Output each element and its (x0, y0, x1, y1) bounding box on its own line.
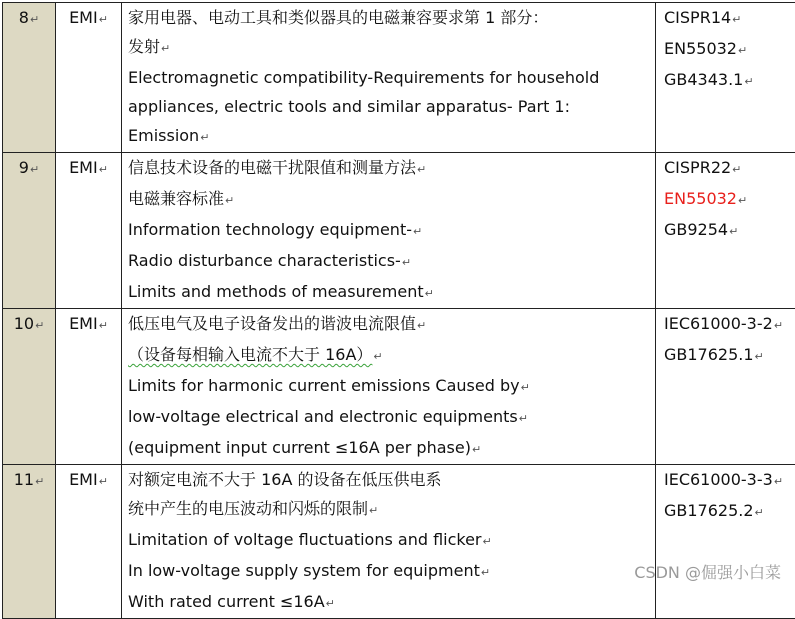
standard-code: EN55032↵ (664, 34, 795, 65)
title-line: 对额定电流不大于 16A 的设备在低压供电系 (128, 465, 655, 494)
title-line: Limits and methods of measurement↵ (128, 277, 655, 308)
standard-codes-cell (656, 465, 795, 619)
category-cell: EMI↵ (56, 465, 122, 619)
title-line: Radio disturbance characteristics-↵ (128, 246, 655, 277)
title-line: 发射↵ (128, 32, 655, 63)
standard-codes-cell (656, 309, 795, 465)
standard-code-highlighted: EN55032↵ (664, 184, 795, 215)
standards-table (2, 2, 795, 619)
standard-code: GB17625.1↵ (664, 340, 795, 371)
category-cell: EMI↵ (56, 3, 122, 153)
title-line: Information technology equipment-↵ (128, 215, 655, 246)
standard-codes-cell (656, 3, 795, 153)
standard-codes-cell (656, 153, 795, 309)
row-number-cell: 10↵ (3, 309, 56, 465)
title-line: With rated current ≤16A↵ (128, 587, 655, 618)
title-line: low-voltage electrical and electronic equipments↵ (128, 402, 655, 433)
table-row (3, 153, 795, 309)
standard-code: CISPR22↵ (664, 153, 795, 184)
row-number-cell: 9↵ (3, 153, 56, 309)
title-cell (122, 153, 656, 309)
row-number-cell: 11↵ (3, 465, 56, 619)
title-line: In low-voltage supply system for equipment↵ (128, 556, 655, 587)
row-number-cell: 8↵ (3, 3, 56, 153)
title-line: 统中产生的电压波动和闪烁的限制↵ (128, 494, 655, 525)
standard-code: CISPR14↵ (664, 3, 795, 34)
category-cell: EMI↵ (56, 153, 122, 309)
title-line: Emission↵ (128, 121, 655, 152)
title-line: Limits for harmonic current emissions Caused by↵ (128, 371, 655, 402)
standard-code: IEC61000-3-2↵ (664, 309, 795, 340)
title-line: Electromagnetic compatibility-Requirements for household (128, 63, 655, 92)
title-line: 低压电气及电子设备发出的谐波电流限值↵ (128, 309, 655, 340)
table-row (3, 3, 795, 153)
title-line: 电磁兼容标准↵ (128, 184, 655, 215)
title-line: appliances, electric tools and similar apparatus- Part 1: (128, 92, 655, 121)
title-line: (equipment input current ≤16A per phase)↵ (128, 433, 655, 464)
title-cell (122, 309, 656, 465)
standard-code: IEC61000-3-3↵ (664, 465, 795, 496)
csdn-watermark: CSDN @倔强小白菜 (634, 560, 781, 583)
title-line: （设备每相输入电流不大于 16A）↵ (128, 340, 655, 371)
table-row (3, 465, 795, 619)
title-line: 家用电器、电动工具和类似器具的电磁兼容要求第 1 部分： (128, 3, 655, 32)
standard-code: GB17625.2↵ (664, 496, 795, 527)
category-cell: EMI↵ (56, 309, 122, 465)
title-line: Limitation of voltage fluctuations and flicker↵ (128, 525, 655, 556)
title-line: 信息技术设备的电磁干扰限值和测量方法↵ (128, 153, 655, 184)
title-cell (122, 465, 656, 619)
title-cell (122, 3, 656, 153)
standard-code: GB4343.1↵ (664, 65, 795, 96)
standard-code: GB9254↵ (664, 215, 795, 246)
table-row (3, 309, 795, 465)
